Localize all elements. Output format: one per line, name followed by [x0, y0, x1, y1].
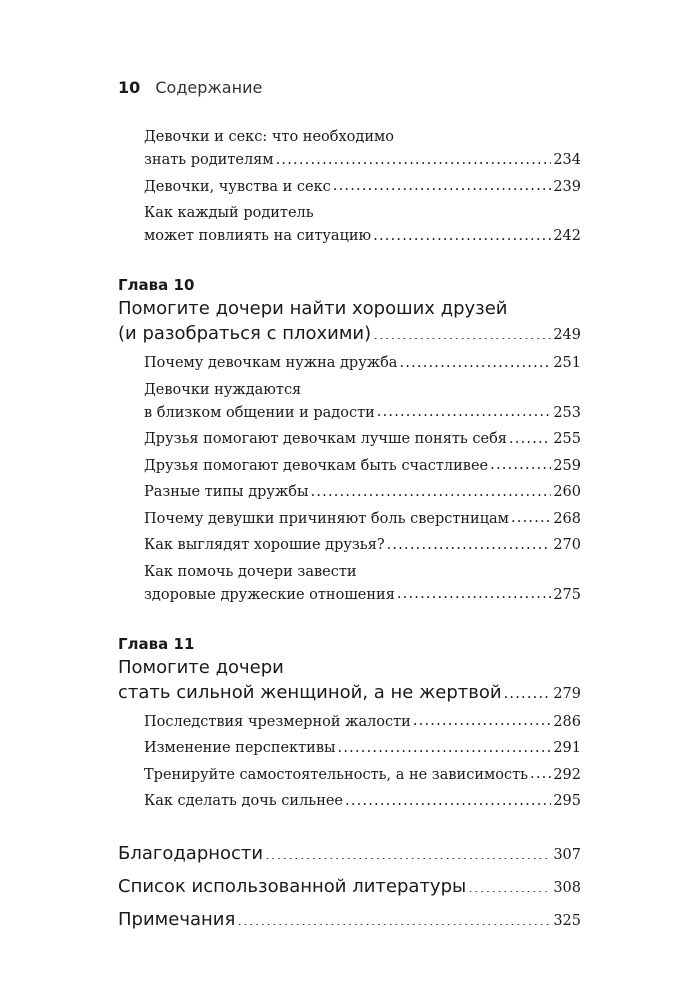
dot-leader — [387, 535, 552, 550]
dot-leader — [530, 764, 551, 779]
entry-page-number: 295 — [553, 793, 581, 809]
entry-page-number: 239 — [553, 178, 581, 195]
section-title: Содержание — [155, 78, 263, 97]
entry-title-text: Почему девушки причиняют боль сверстницам — [144, 510, 509, 527]
toc-entry[interactable] — [118, 764, 581, 787]
entry-page-number: 260 — [553, 484, 581, 500]
dot-leader — [377, 402, 552, 417]
entry-title-text: Почему девочкам нужна дружба — [144, 355, 398, 371]
backmatter-entry[interactable] — [118, 907, 581, 934]
chapter-title-last-line — [118, 680, 581, 707]
dot-leader — [397, 584, 551, 599]
entry-title-text: Друзья помогают девочкам быть счастливее — [144, 457, 489, 474]
backmatter-title: Примечания — [118, 909, 236, 930]
intro-entries — [118, 126, 581, 248]
entry-last-line — [144, 481, 581, 504]
backmatter — [118, 841, 581, 934]
running-head — [118, 78, 262, 98]
chapter-title[interactable] — [118, 655, 581, 707]
entry-page-number: 242 — [553, 228, 581, 244]
chapter-title-text: (и разобраться с плохими) — [118, 323, 372, 344]
entry-title-text: Изменение перспективы — [144, 740, 336, 756]
entry-page-number: 251 — [553, 355, 581, 371]
entry-last-line — [144, 584, 581, 607]
entry-last-line — [144, 176, 581, 199]
entry-title-line: Как каждый родитель — [144, 205, 314, 221]
entry-page-number: 253 — [553, 404, 581, 421]
dot-leader — [511, 508, 551, 523]
entry-page-number: 286 — [553, 713, 581, 730]
toc-entry[interactable] — [118, 711, 581, 734]
dot-leader — [333, 176, 552, 191]
entry-last-line — [144, 225, 581, 248]
dot-leader — [373, 226, 551, 241]
entry-title-text: Друзья помогают девочкам лучше понять себя — [144, 431, 507, 447]
toc-entry[interactable] — [118, 126, 581, 172]
chapter-title-last-line — [118, 321, 581, 348]
entry-title-text: Как выглядят хорошие друзья? — [144, 537, 385, 553]
dot-leader — [399, 353, 551, 368]
toc-entry[interactable] — [118, 481, 581, 504]
chapters — [118, 274, 581, 813]
entry-title-text: Как сделать дочь сильнее — [144, 793, 344, 809]
entry-title-text: Последствия чрезмерной жалости — [144, 713, 411, 730]
chapter-page-number: 279 — [553, 685, 581, 702]
entry-title-line: Как помочь дочери завести — [144, 563, 357, 580]
backmatter-page-number: 325 — [553, 913, 581, 929]
entry-title-line: Девочки нуждаются — [144, 381, 302, 398]
chapter-block — [118, 274, 581, 348]
entry-title-text: в близком общении и радости — [144, 404, 375, 421]
backmatter-entry[interactable] — [118, 874, 581, 901]
entry-title-text: Тренируйте самостоятельность, а не зависимость — [144, 766, 529, 783]
entry-title-text: знать родителям — [144, 152, 274, 168]
entry-last-line — [144, 711, 581, 734]
backmatter-title: Список использованной литературы — [118, 876, 467, 897]
dot-leader — [265, 841, 551, 859]
toc-entry[interactable] — [118, 534, 581, 557]
backmatter-line — [118, 907, 581, 934]
entry-last-line — [144, 790, 581, 813]
chapter-label: Глава 10 — [118, 276, 195, 294]
dot-leader — [468, 874, 551, 892]
dot-leader — [345, 791, 551, 806]
entry-last-line — [144, 764, 581, 787]
chapter-page-number: 249 — [553, 327, 581, 343]
dot-leader — [509, 429, 551, 444]
chapter-block — [118, 633, 581, 707]
entry-title-text: Разные типы дружбы — [144, 484, 309, 500]
entry-last-line — [144, 428, 581, 451]
entry-last-line — [144, 508, 581, 531]
entry-last-line — [144, 534, 581, 557]
entry-page-number: 275 — [553, 586, 581, 603]
chapter-title-line: Помогите дочери найти хороших друзей — [118, 298, 508, 319]
toc-entry[interactable] — [118, 428, 581, 451]
toc-entry[interactable] — [118, 352, 581, 375]
toc-entry[interactable] — [118, 737, 581, 760]
toc-entry[interactable] — [118, 379, 581, 425]
backmatter-page-number: 307 — [553, 847, 581, 863]
table-of-contents — [118, 126, 581, 940]
entry-last-line — [144, 402, 581, 425]
dot-leader — [311, 482, 552, 497]
dot-leader — [338, 738, 552, 753]
entry-last-line — [144, 149, 581, 172]
backmatter-line — [118, 841, 581, 868]
toc-entry[interactable] — [118, 508, 581, 531]
entry-page-number: 234 — [553, 152, 581, 168]
backmatter-entry[interactable] — [118, 841, 581, 868]
entry-title-text: Девочки, чувства и секс — [144, 178, 331, 195]
entry-last-line — [144, 455, 581, 478]
backmatter-title: Благодарности — [118, 843, 264, 864]
entry-page-number: 268 — [553, 510, 581, 527]
entry-title-text: здоровые дружеские отношения — [144, 586, 395, 603]
entry-page-number: 255 — [553, 431, 581, 447]
toc-entry[interactable] — [118, 202, 581, 248]
entry-title-text: может повлиять на ситуацию — [144, 228, 372, 244]
toc-entry[interactable] — [118, 455, 581, 478]
chapter-label: Глава 11 — [118, 634, 195, 653]
backmatter-line — [118, 874, 581, 901]
entry-page-number: 292 — [553, 766, 581, 783]
dot-leader — [237, 907, 551, 925]
toc-entry[interactable] — [118, 561, 581, 607]
entry-page-number: 259 — [553, 457, 581, 474]
entry-page-number: 291 — [553, 740, 581, 756]
chapter-title[interactable] — [118, 296, 581, 348]
backmatter-page-number: 308 — [553, 880, 581, 896]
entry-last-line — [144, 737, 581, 760]
dot-leader — [373, 321, 551, 339]
entry-last-line — [144, 352, 581, 375]
chapter-title-text: стать сильной женщиной, а не жертвой — [118, 681, 502, 703]
entry-title-line: Девочки и секс: что необходимо — [144, 129, 394, 145]
page-number: 10 — [118, 78, 141, 97]
dot-leader — [413, 711, 551, 726]
toc-entry[interactable] — [118, 176, 581, 199]
dot-leader — [504, 680, 552, 698]
dot-leader — [490, 455, 551, 470]
chapter-title-line: Помогите дочери — [118, 656, 284, 678]
toc-entry[interactable] — [118, 790, 581, 813]
entry-page-number: 270 — [553, 537, 581, 553]
dot-leader — [276, 150, 552, 165]
